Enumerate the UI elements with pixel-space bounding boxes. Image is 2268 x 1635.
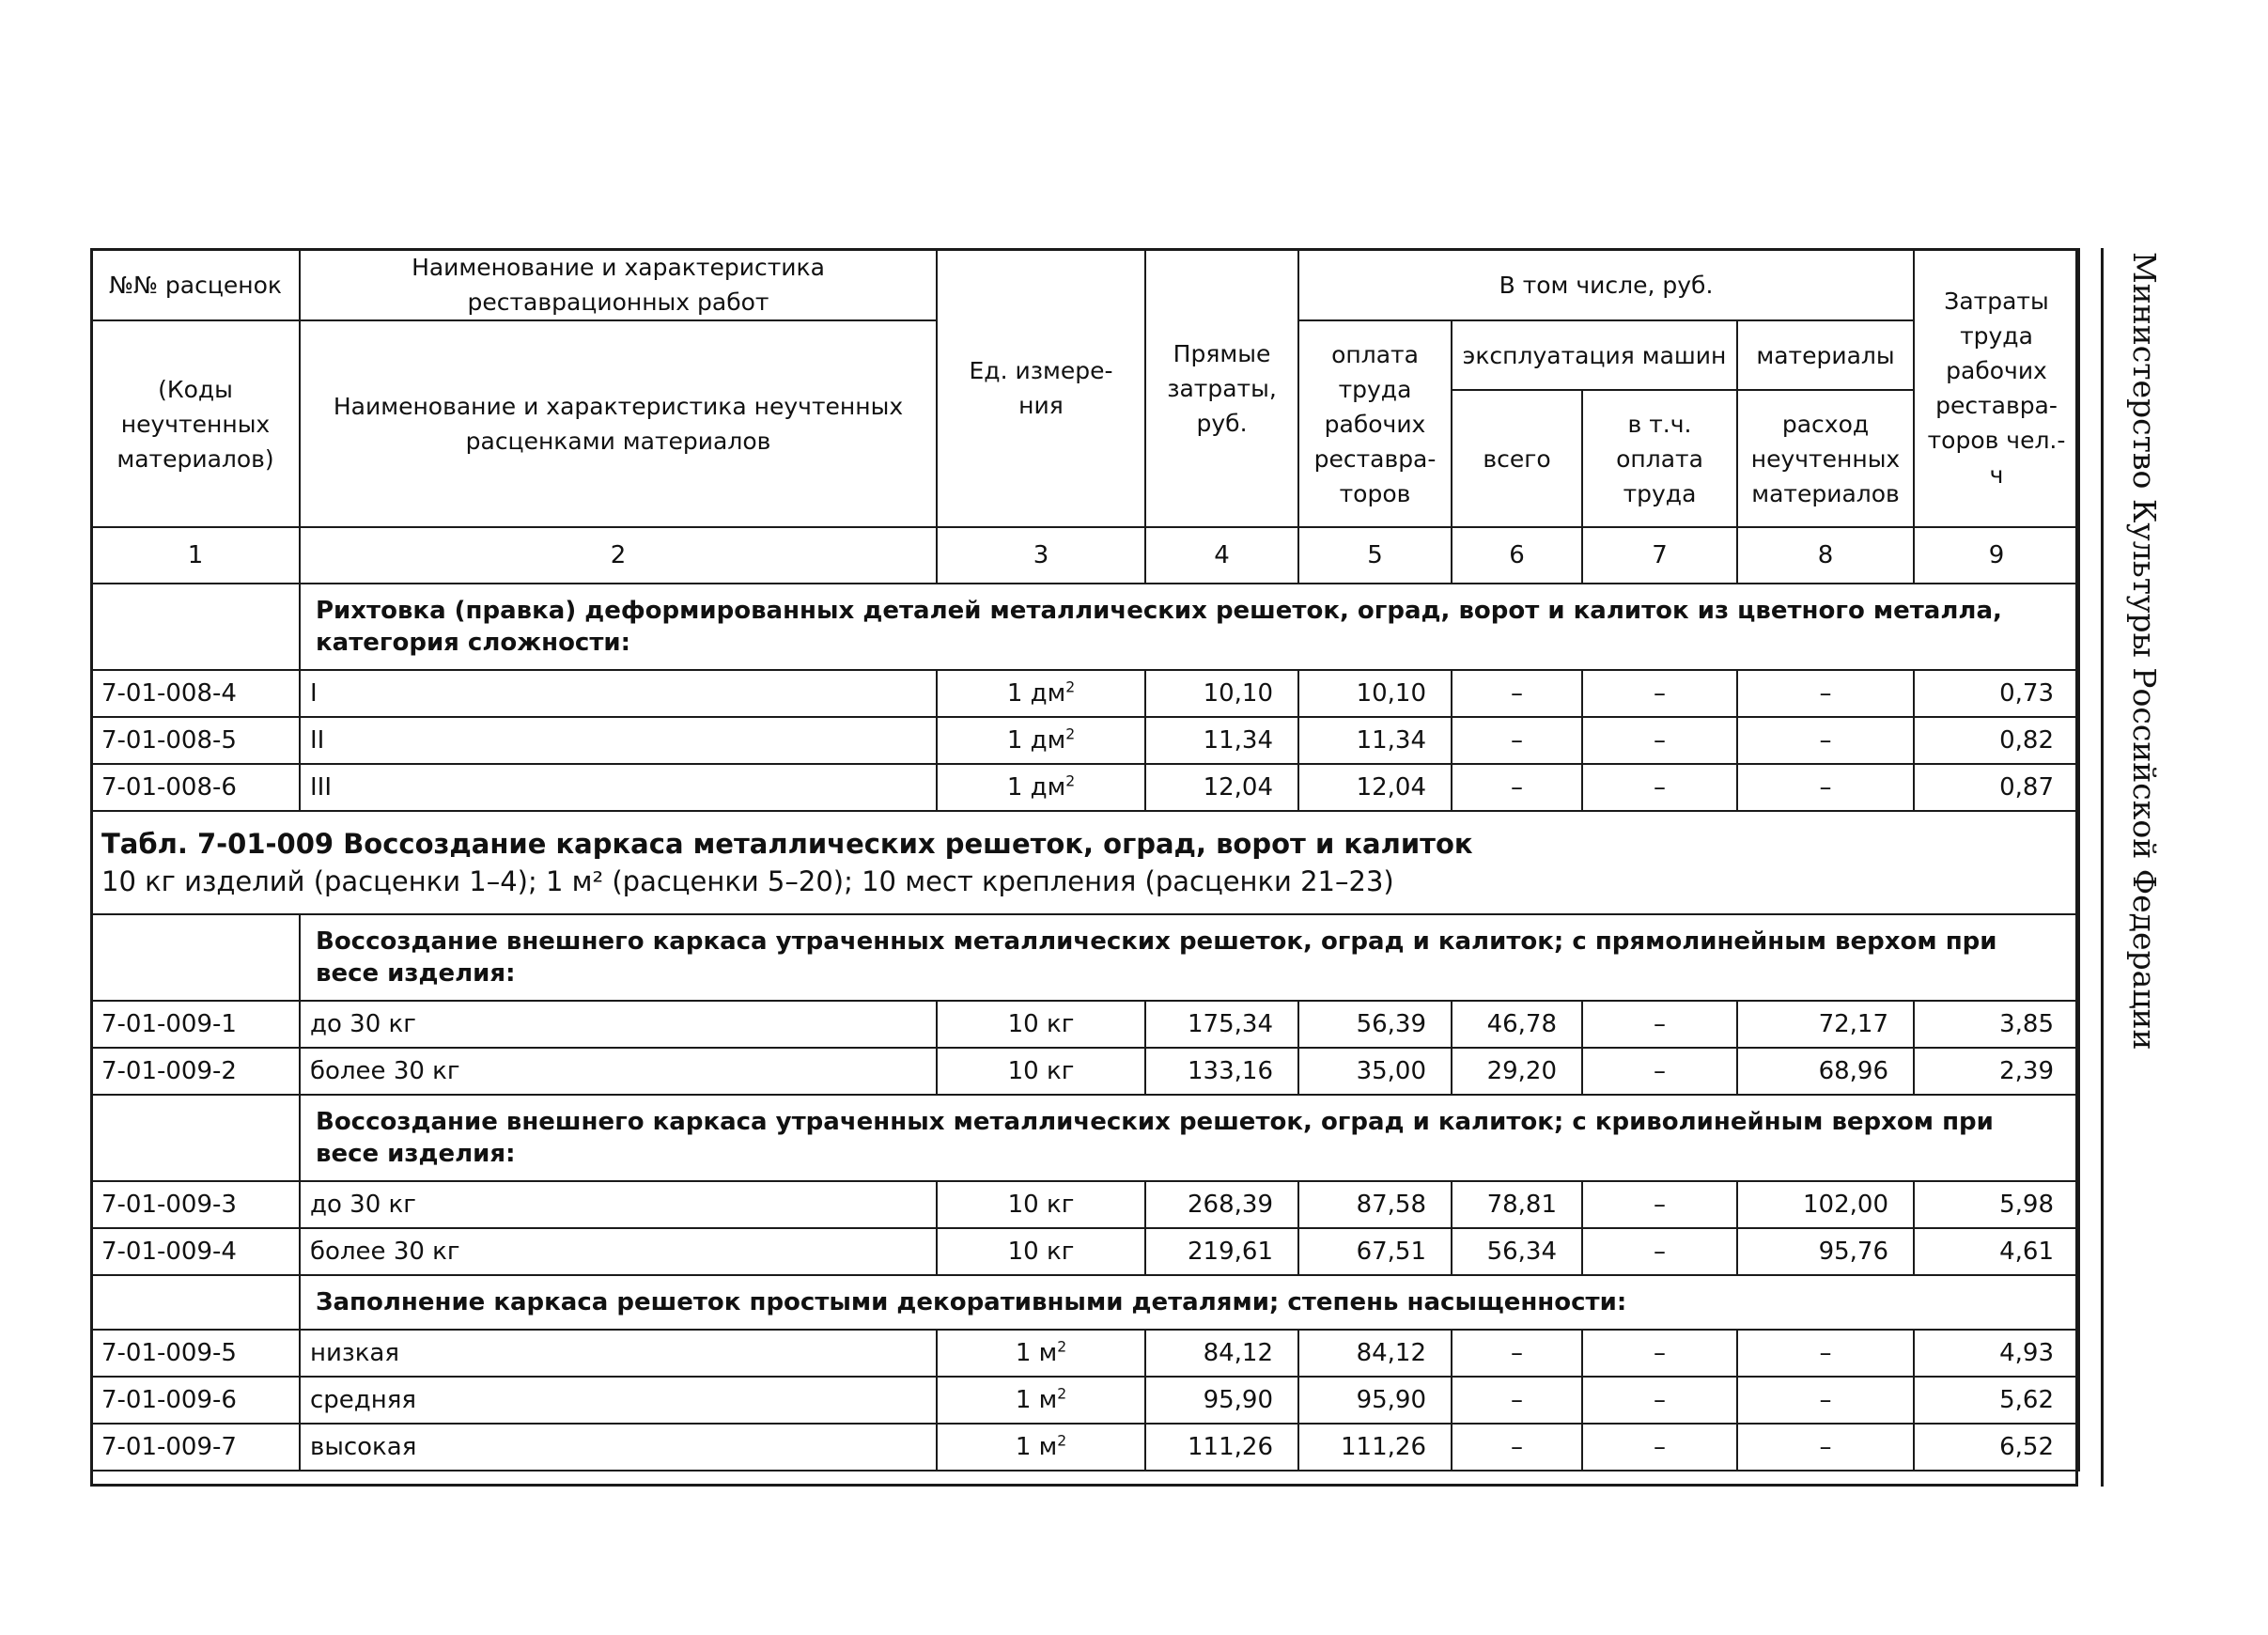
row-name xyxy=(300,717,937,764)
row-machines-total xyxy=(1452,1330,1582,1377)
row-unit-text: 1 м xyxy=(1015,1433,1058,1461)
row-labor-hours-text: 6,52 xyxy=(1999,1433,2054,1461)
row-labor-hours-text: 3,85 xyxy=(1999,1010,2054,1038)
header-code-top: №№ расценок xyxy=(91,249,300,320)
row-labor-hours-text: 5,98 xyxy=(1999,1191,2054,1219)
table-row xyxy=(91,670,2079,717)
row-labor-pay-text: 12,04 xyxy=(1356,773,1426,802)
row-name-text: средняя xyxy=(310,1386,417,1414)
header-name-bottom: Наименование и характеристика неучтенных расценками материалов xyxy=(300,320,937,527)
row-unit xyxy=(937,1424,1145,1471)
row-machines-total-text: – xyxy=(1511,1433,1523,1461)
row-code xyxy=(91,764,300,811)
row-materials xyxy=(1737,670,1914,717)
row-name-text: I xyxy=(310,679,318,708)
row-direct-costs-text: 12,04 xyxy=(1203,773,1273,802)
row-machines-total xyxy=(1452,1377,1582,1424)
row-materials-text: – xyxy=(1819,1386,1832,1414)
row-labor-pay-text: 87,58 xyxy=(1356,1191,1426,1219)
row-unit xyxy=(937,764,1145,811)
row-machines-pay xyxy=(1582,1330,1737,1377)
section-code-cell xyxy=(91,584,300,670)
row-direct-costs-text: 95,90 xyxy=(1203,1386,1273,1414)
section-row xyxy=(91,1275,2079,1330)
row-machines-total-text: – xyxy=(1511,773,1523,802)
row-labor-pay xyxy=(1298,717,1452,764)
side-rule xyxy=(2101,248,2105,1487)
header-machines-total: всего xyxy=(1452,390,1582,527)
row-labor-pay xyxy=(1298,1001,1452,1048)
row-unit-text: 1 м xyxy=(1015,1386,1058,1414)
row-code xyxy=(91,1330,300,1377)
column-number: 3 xyxy=(937,527,1145,584)
row-labor-pay-text: 56,39 xyxy=(1356,1010,1426,1038)
row-name-text: низкая xyxy=(310,1339,399,1367)
row-code-text: 7-01-009-1 xyxy=(101,1010,237,1038)
unit-superscript: 2 xyxy=(1057,1432,1067,1450)
row-code-text: 7-01-009-3 xyxy=(101,1191,237,1219)
header-labor-pay: оплата труда рабочих реставра-торов xyxy=(1298,320,1452,527)
row-machines-total xyxy=(1452,1048,1582,1095)
row-labor-hours xyxy=(1914,1228,2079,1275)
row-labor-pay xyxy=(1298,1424,1452,1471)
unit-superscript: 2 xyxy=(1057,1338,1067,1356)
row-unit xyxy=(937,1228,1145,1275)
row-direct-costs-text: 133,16 xyxy=(1188,1057,1273,1085)
row-direct-costs xyxy=(1145,1048,1298,1095)
row-code-text: 7-01-008-4 xyxy=(101,679,237,708)
row-materials xyxy=(1737,1181,1914,1228)
row-materials xyxy=(1737,1330,1914,1377)
row-labor-hours-text: 0,87 xyxy=(1999,773,2054,802)
column-number: 2 xyxy=(300,527,937,584)
table-row xyxy=(91,1228,2079,1275)
row-name xyxy=(300,1330,937,1377)
row-labor-hours xyxy=(1914,1377,2079,1424)
side-title: Министерство Культуры Российской Федерации xyxy=(2126,252,2163,1051)
row-labor-pay-text: 111,26 xyxy=(1341,1433,1426,1461)
row-direct-costs-text: 219,61 xyxy=(1188,1238,1273,1266)
row-machines-pay-text: – xyxy=(1654,679,1666,708)
row-unit-text: 1 дм xyxy=(1006,773,1066,802)
row-name xyxy=(300,1048,937,1095)
row-machines-total xyxy=(1452,1424,1582,1471)
row-unit xyxy=(937,1048,1145,1095)
row-direct-costs xyxy=(1145,1001,1298,1048)
table-row xyxy=(91,1181,2079,1228)
row-unit xyxy=(937,670,1145,717)
section-title: Рихтовка (правка) деформированных деталей металлических решеток, оград, ворот и калиток из цветного металла, категория сложности: xyxy=(300,584,2079,670)
row-name-text: II xyxy=(310,726,325,755)
row-code-text: 7-01-009-5 xyxy=(101,1339,237,1367)
section-title: Воссоздание внешнего каркаса утраченных металлических решеток, оград и калиток; с криволинейным верхом при весе изделия: xyxy=(300,1095,2079,1181)
header-machines: эксплуатация машин xyxy=(1452,320,1737,390)
section-title: Воссоздание внешнего каркаса утраченных металлических решеток, оград и калиток; с прямолинейным верхом при весе изделия: xyxy=(300,914,2079,1001)
row-machines-pay xyxy=(1582,670,1737,717)
header-including: В том числе, руб. xyxy=(1298,249,1914,320)
row-machines-pay xyxy=(1582,717,1737,764)
row-name-text: до 30 кг xyxy=(310,1191,416,1219)
row-machines-total-text: 46,78 xyxy=(1486,1010,1557,1038)
section-row xyxy=(91,1095,2079,1181)
row-machines-pay xyxy=(1582,1424,1737,1471)
row-machines-total-text: – xyxy=(1511,679,1523,708)
row-labor-pay-text: 95,90 xyxy=(1356,1386,1426,1414)
row-direct-costs xyxy=(1145,1330,1298,1377)
row-code-text: 7-01-009-4 xyxy=(101,1238,237,1266)
column-number: 1 xyxy=(91,527,300,584)
row-labor-pay xyxy=(1298,670,1452,717)
row-materials xyxy=(1737,1001,1914,1048)
table-row xyxy=(91,1424,2079,1471)
row-materials-text: – xyxy=(1819,773,1832,802)
row-labor-hours xyxy=(1914,670,2079,717)
row-materials xyxy=(1737,1228,1914,1275)
rows-group-b xyxy=(91,1001,2079,1095)
row-code-text: 7-01-009-2 xyxy=(101,1057,237,1085)
header-materials-sub: расход неучтенных материалов xyxy=(1737,390,1914,527)
unit-superscript: 2 xyxy=(1057,1385,1067,1403)
row-materials xyxy=(1737,1377,1914,1424)
row-name xyxy=(300,1181,937,1228)
header-unit: Ед. измере-ния xyxy=(937,249,1145,527)
header-direct-costs: Прямые затраты, руб. xyxy=(1145,249,1298,527)
rows-group-d xyxy=(91,1330,2079,1471)
row-machines-pay xyxy=(1582,1228,1737,1275)
row-labor-pay-text: 10,10 xyxy=(1356,679,1426,708)
row-name xyxy=(300,1001,937,1048)
row-materials-text: 68,96 xyxy=(1818,1057,1888,1085)
column-number: 9 xyxy=(1914,527,2079,584)
row-machines-total xyxy=(1452,1181,1582,1228)
row-labor-hours-text: 5,62 xyxy=(1999,1386,2054,1414)
row-materials xyxy=(1737,1048,1914,1095)
row-direct-costs xyxy=(1145,1181,1298,1228)
rows-group-c xyxy=(91,1181,2079,1275)
header-labor-costs: Затраты труда рабочих реставра-торов чел.-ч xyxy=(1914,249,2079,527)
row-labor-hours xyxy=(1914,1424,2079,1471)
row-code xyxy=(91,1001,300,1048)
column-number: 5 xyxy=(1298,527,1452,584)
row-code xyxy=(91,1424,300,1471)
row-code-text: 7-01-009-6 xyxy=(101,1386,237,1414)
row-labor-hours-text: 4,61 xyxy=(1999,1238,2054,1266)
table-title-row xyxy=(91,811,2079,914)
row-unit xyxy=(937,1181,1145,1228)
row-materials-text: 95,76 xyxy=(1818,1238,1888,1266)
header-materials: материалы xyxy=(1737,320,1914,390)
row-code-text: 7-01-008-5 xyxy=(101,726,237,755)
row-materials-text: – xyxy=(1819,1339,1832,1367)
row-machines-pay-text: – xyxy=(1654,1191,1666,1219)
row-name xyxy=(300,1228,937,1275)
row-machines-pay-text: – xyxy=(1654,773,1666,802)
row-materials-text: 102,00 xyxy=(1803,1191,1888,1219)
table-title-cell xyxy=(91,811,2079,914)
row-unit xyxy=(937,1377,1145,1424)
row-machines-pay xyxy=(1582,764,1737,811)
row-direct-costs-text: 111,26 xyxy=(1188,1433,1273,1461)
table-subtitle: 10 кг изделий (расценки 1–4); 1 м² (расценки 5–20); 10 мест крепления (расценки 21–23) xyxy=(101,865,1394,897)
row-code-text: 7-01-008-6 xyxy=(101,773,237,802)
row-machines-total xyxy=(1452,717,1582,764)
row-machines-pay-text: – xyxy=(1654,1238,1666,1266)
row-code xyxy=(91,1377,300,1424)
unit-superscript: 2 xyxy=(1065,772,1076,790)
row-labor-hours xyxy=(1914,717,2079,764)
row-materials-text: – xyxy=(1819,726,1832,755)
header-code-bottom: (Коды неучтенных материалов) xyxy=(91,320,300,527)
header-machines-pay: в т.ч. оплата труда xyxy=(1582,390,1737,527)
row-name-text: более 30 кг xyxy=(310,1057,460,1085)
row-name-text: высокая xyxy=(310,1433,417,1461)
row-machines-total-text: 29,20 xyxy=(1486,1057,1557,1085)
row-direct-costs xyxy=(1145,717,1298,764)
row-machines-total xyxy=(1452,1001,1582,1048)
row-labor-pay-text: 35,00 xyxy=(1356,1057,1426,1085)
section-title: Заполнение каркаса решеток простыми декоративными деталями; степень насыщенности: xyxy=(300,1275,2079,1330)
row-labor-pay-text: 84,12 xyxy=(1356,1339,1426,1367)
row-code-text: 7-01-009-7 xyxy=(101,1433,237,1461)
row-direct-costs xyxy=(1145,764,1298,811)
table-row xyxy=(91,717,2079,764)
row-machines-pay xyxy=(1582,1181,1737,1228)
row-direct-costs xyxy=(1145,1228,1298,1275)
row-unit xyxy=(937,1001,1145,1048)
unit-superscript: 2 xyxy=(1065,725,1076,743)
row-labor-hours xyxy=(1914,1181,2079,1228)
row-machines-total xyxy=(1452,1228,1582,1275)
row-labor-pay xyxy=(1298,1048,1452,1095)
row-unit-text: 1 дм xyxy=(1006,679,1066,708)
table-row xyxy=(91,1377,2079,1424)
row-direct-costs xyxy=(1145,670,1298,717)
row-name xyxy=(300,1424,937,1471)
row-unit-text: 1 м xyxy=(1015,1339,1058,1367)
row-direct-costs xyxy=(1145,1377,1298,1424)
row-machines-pay-text: – xyxy=(1654,1057,1666,1085)
row-machines-pay-text: – xyxy=(1654,726,1666,755)
row-name-text: до 30 кг xyxy=(310,1010,416,1038)
column-number: 4 xyxy=(1145,527,1298,584)
row-labor-pay-text: 67,51 xyxy=(1356,1238,1426,1266)
row-machines-pay xyxy=(1582,1048,1737,1095)
row-code xyxy=(91,1228,300,1275)
row-unit-text: 10 кг xyxy=(1007,1010,1075,1038)
row-direct-costs xyxy=(1145,1424,1298,1471)
row-machines-pay-text: – xyxy=(1654,1339,1666,1367)
row-unit-text: 10 кг xyxy=(1007,1191,1075,1219)
row-code xyxy=(91,1181,300,1228)
table-row xyxy=(91,1001,2079,1048)
row-direct-costs-text: 84,12 xyxy=(1203,1339,1273,1367)
row-machines-total-text: – xyxy=(1511,726,1523,755)
row-machines-total xyxy=(1452,670,1582,717)
column-number: 7 xyxy=(1582,527,1737,584)
row-name-text: более 30 кг xyxy=(310,1238,460,1266)
header-name-top: Наименование и характеристика реставрационных работ xyxy=(300,249,937,320)
row-direct-costs-text: 268,39 xyxy=(1188,1191,1273,1219)
row-materials-text: 72,17 xyxy=(1818,1010,1888,1038)
row-labor-hours xyxy=(1914,1048,2079,1095)
row-code xyxy=(91,670,300,717)
row-name xyxy=(300,670,937,717)
row-labor-hours-text: 2,39 xyxy=(1999,1057,2054,1085)
row-unit xyxy=(937,717,1145,764)
column-numbers-row xyxy=(91,527,2079,584)
row-machines-pay-text: – xyxy=(1654,1433,1666,1461)
row-materials xyxy=(1737,1424,1914,1471)
row-unit-text: 10 кг xyxy=(1007,1238,1075,1266)
row-code xyxy=(91,717,300,764)
row-machines-total-text: – xyxy=(1511,1386,1523,1414)
column-number: 6 xyxy=(1452,527,1582,584)
table-title: Табл. 7-01-009 Воссоздание каркаса металлических решеток, оград, ворот и калиток xyxy=(101,828,1473,860)
row-labor-hours-text: 4,93 xyxy=(1999,1339,2054,1367)
price-table xyxy=(90,248,2080,1472)
table-row xyxy=(91,1048,2079,1095)
row-machines-pay xyxy=(1582,1001,1737,1048)
row-labor-pay xyxy=(1298,1228,1452,1275)
row-materials xyxy=(1737,764,1914,811)
row-labor-pay xyxy=(1298,1330,1452,1377)
unit-superscript: 2 xyxy=(1065,678,1076,696)
row-materials-text: – xyxy=(1819,679,1832,708)
row-labor-pay xyxy=(1298,1181,1452,1228)
table-row xyxy=(91,764,2079,811)
row-labor-hours xyxy=(1914,1330,2079,1377)
row-direct-costs-text: 10,10 xyxy=(1203,679,1273,708)
column-number: 8 xyxy=(1737,527,1914,584)
header-row-1 xyxy=(91,249,2079,320)
row-unit-text: 10 кг xyxy=(1007,1057,1075,1085)
row-machines-total xyxy=(1452,764,1582,811)
row-labor-hours-text: 0,73 xyxy=(1999,679,2054,708)
row-machines-pay-text: – xyxy=(1654,1386,1666,1414)
row-labor-pay xyxy=(1298,1377,1452,1424)
row-labor-hours xyxy=(1914,1001,2079,1048)
section-row xyxy=(91,584,2079,670)
row-labor-hours-text: 0,82 xyxy=(1999,726,2054,755)
row-direct-costs-text: 175,34 xyxy=(1188,1010,1273,1038)
row-name xyxy=(300,764,937,811)
row-code xyxy=(91,1048,300,1095)
row-materials xyxy=(1737,717,1914,764)
row-machines-pay xyxy=(1582,1377,1737,1424)
row-name xyxy=(300,1377,937,1424)
rows-group-a xyxy=(91,670,2079,811)
table-row xyxy=(91,1330,2079,1377)
row-machines-total-text: 78,81 xyxy=(1486,1191,1557,1219)
section-row xyxy=(91,914,2079,1001)
row-machines-total-text: – xyxy=(1511,1339,1523,1367)
section-code-cell xyxy=(91,1095,300,1181)
row-labor-pay xyxy=(1298,764,1452,811)
row-unit xyxy=(937,1330,1145,1377)
row-direct-costs-text: 11,34 xyxy=(1203,726,1273,755)
row-machines-total-text: 56,34 xyxy=(1486,1238,1557,1266)
row-unit-text: 1 дм xyxy=(1006,726,1066,755)
row-machines-pay-text: – xyxy=(1654,1010,1666,1038)
row-name-text: III xyxy=(310,773,333,802)
section-code-cell xyxy=(91,914,300,1001)
row-labor-hours xyxy=(1914,764,2079,811)
row-labor-pay-text: 11,34 xyxy=(1356,726,1426,755)
section-code-cell xyxy=(91,1275,300,1330)
row-materials-text: – xyxy=(1819,1433,1832,1461)
